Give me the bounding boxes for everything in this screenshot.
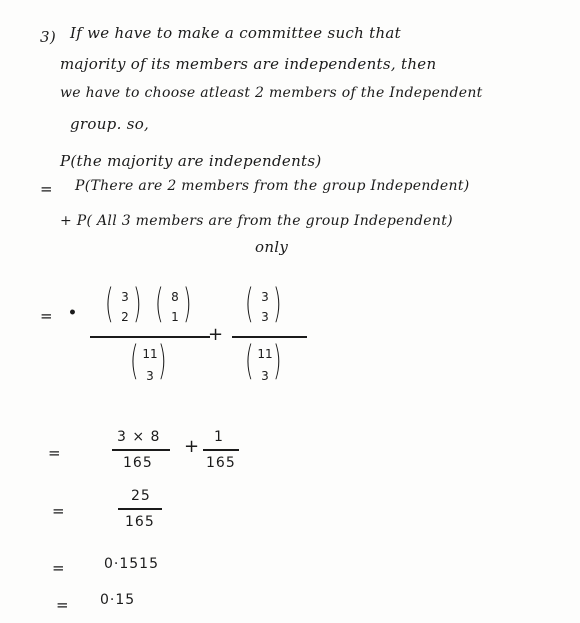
denominator-165: 165 (206, 455, 236, 471)
probability-statement: P(the majority are independents) (60, 152, 322, 170)
equals-sign: = (52, 502, 65, 520)
question-number: 3) (40, 28, 56, 46)
denominator-165: 165 (125, 514, 155, 530)
bullet-mark: • (68, 305, 77, 321)
binomial-3-choose-2: ( 3 2 ) (105, 281, 142, 327)
intro-line-4: group. so, (70, 115, 150, 133)
binomial-3-choose-3: ( 3 3 ) (245, 281, 282, 327)
fraction-bar (112, 449, 170, 451)
binomial-8-choose-1: ( 8 1 ) (155, 281, 192, 327)
numerator-25: 25 (131, 488, 151, 504)
equals-sign: = (48, 444, 61, 462)
intro-line-1: If we have to make a committee such that (70, 24, 401, 42)
plus-sign: + (184, 436, 200, 457)
fraction-bar (118, 508, 162, 510)
binomial-11-choose-3: ( 11 3 ) (245, 338, 282, 384)
equals-sign: = (40, 307, 53, 325)
intro-line-3: we have to choose atleast 2 members of the Independent (60, 85, 483, 101)
numerator-1: 1 (214, 429, 224, 445)
case-two-independents: P(There are 2 members from the group Independent) (75, 178, 470, 194)
binomial-11-choose-3: ( 11 3 ) (130, 338, 167, 384)
case-three-independents: + P( All 3 members are from the group Independent) (60, 213, 453, 229)
equals-sign: = (56, 596, 69, 614)
final-answer: 0·15 (100, 592, 136, 608)
numerator-3x8: 3 × 8 (117, 429, 161, 445)
fraction-bar (232, 336, 307, 338)
denominator-165: 165 (123, 455, 153, 471)
equals-sign: = (40, 180, 53, 198)
case-only-label: only (255, 238, 289, 256)
fraction-bar (203, 449, 239, 451)
fraction-bar (90, 336, 210, 338)
intro-line-2: majority of its members are independents, then (60, 55, 437, 73)
plus-sign: + (208, 324, 224, 345)
equals-sign: = (52, 559, 65, 577)
decimal-result: 0·1515 (104, 556, 159, 572)
